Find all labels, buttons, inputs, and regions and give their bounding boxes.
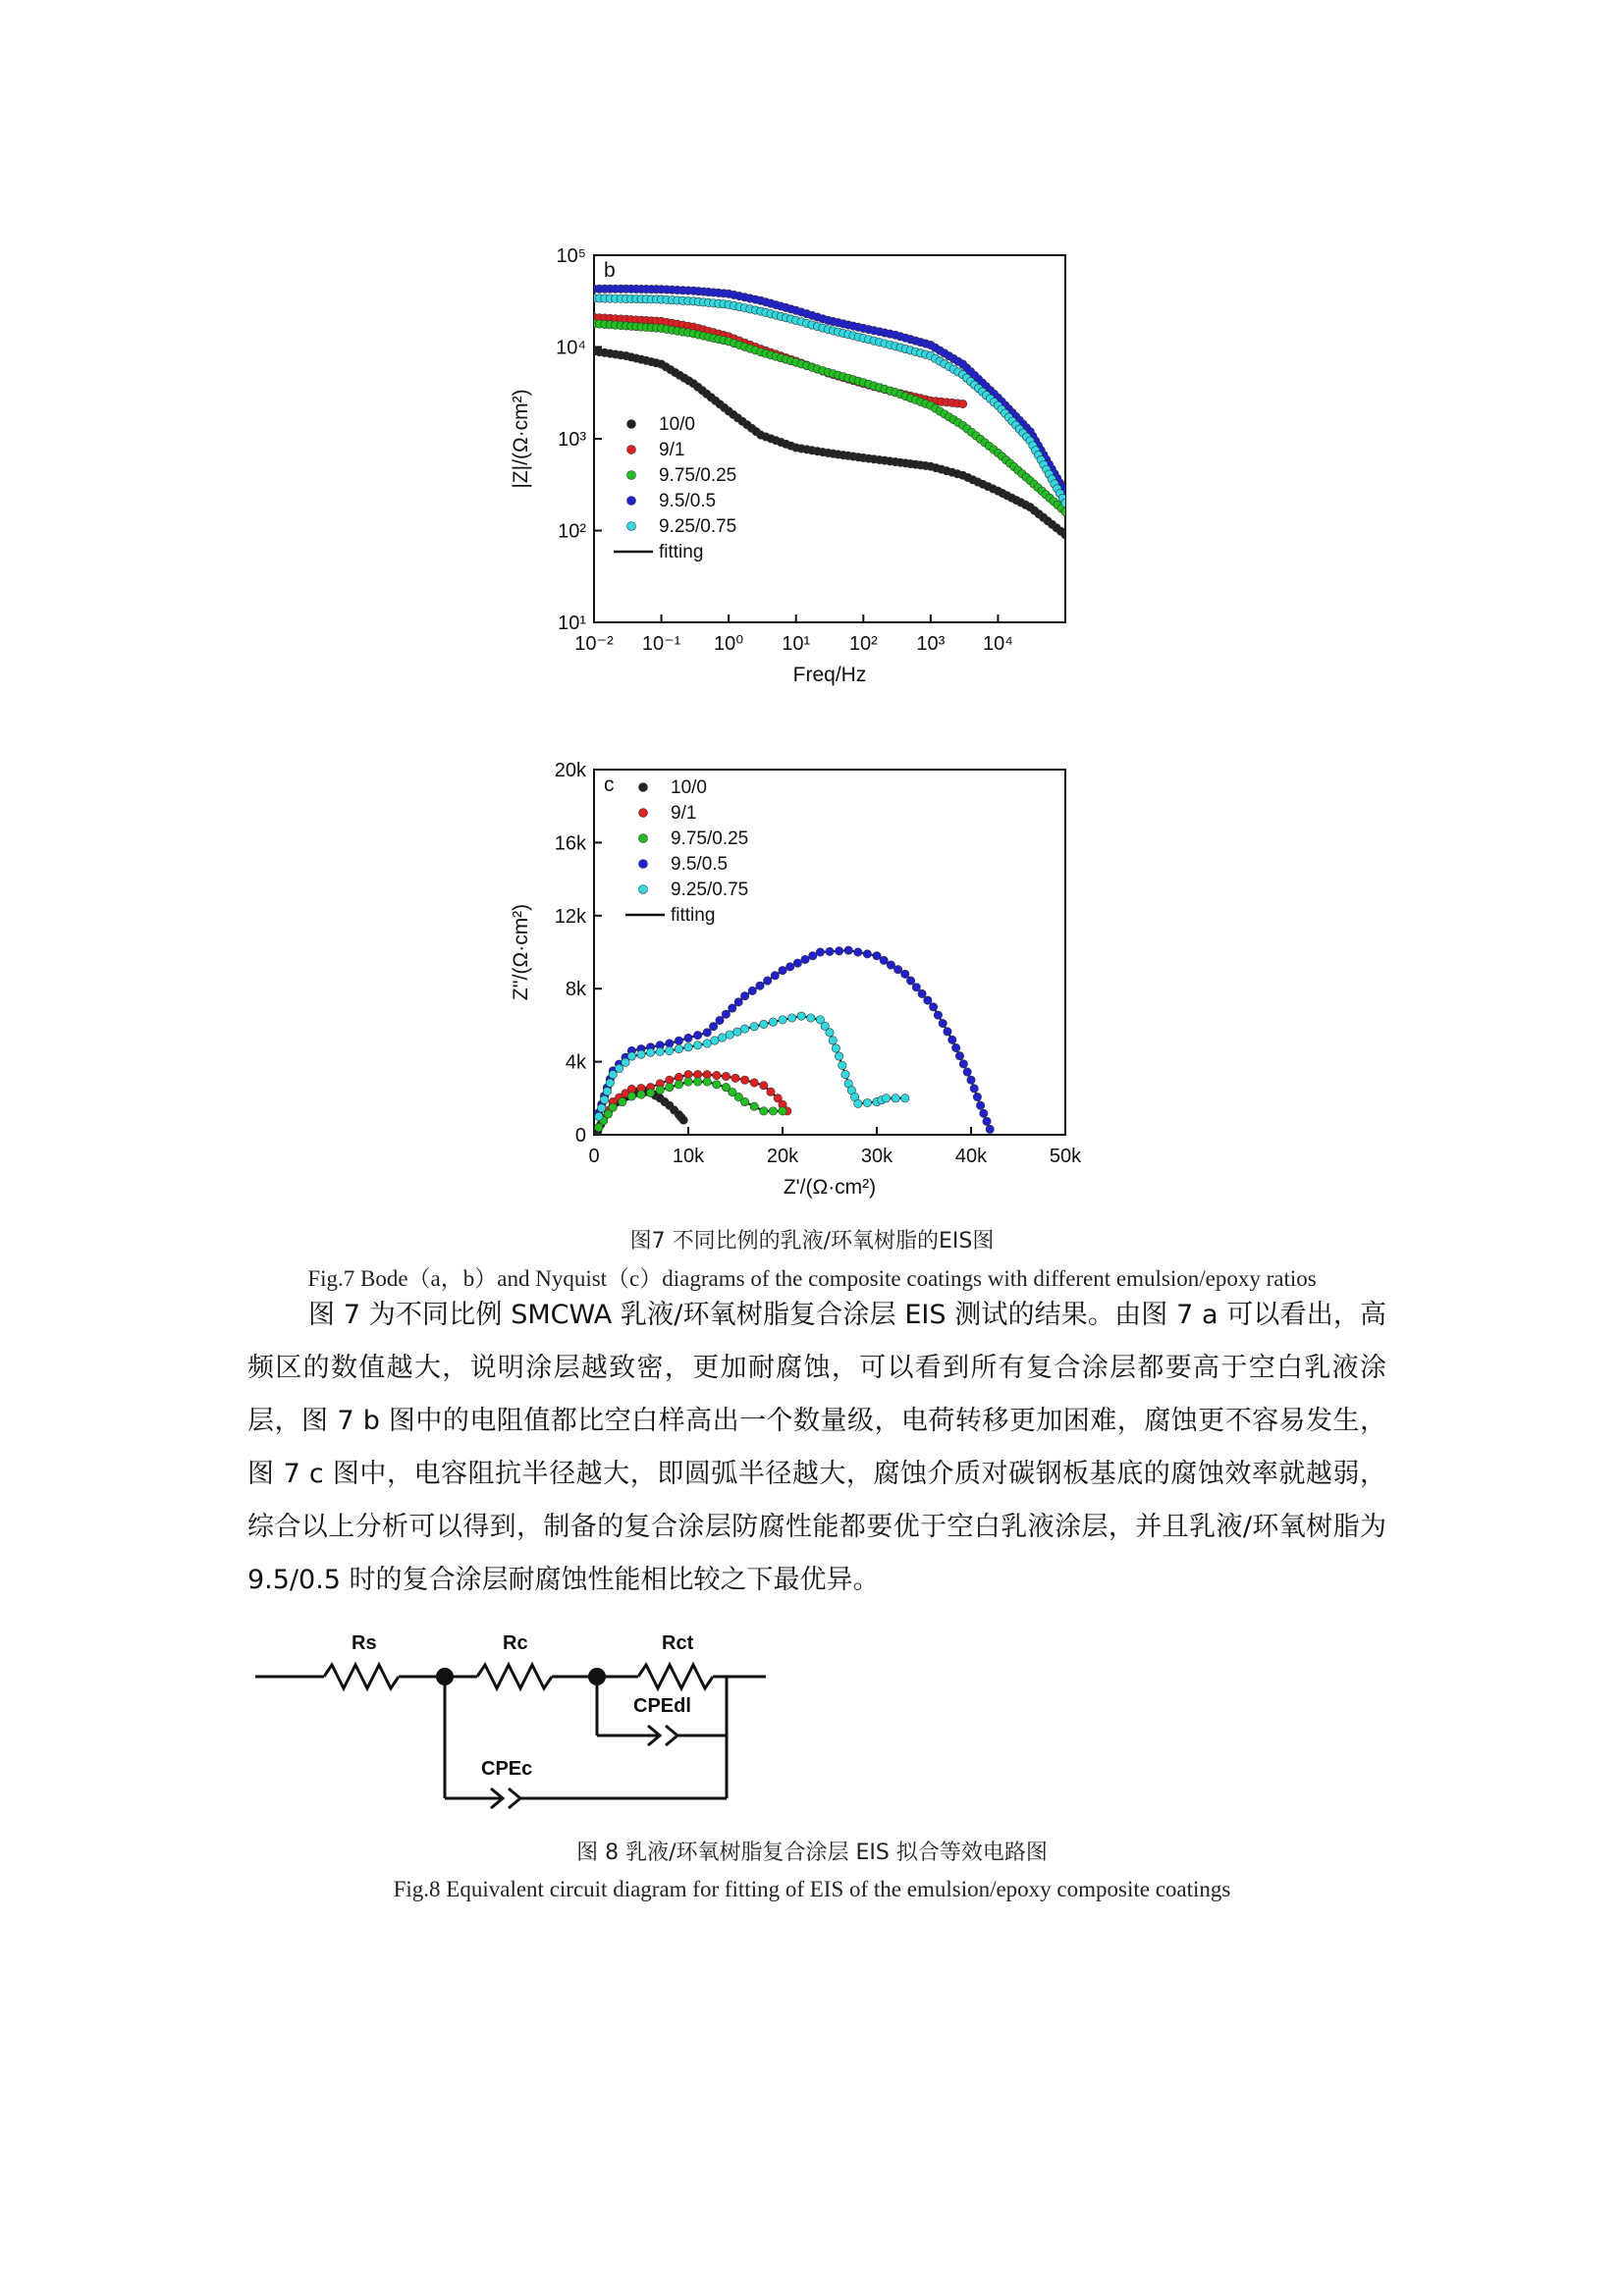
data-point — [980, 1109, 988, 1117]
y-tick-label: 10³ — [558, 429, 586, 451]
series-9.5/0.5 — [595, 946, 995, 1134]
legend-label: 9.25/0.75 — [671, 880, 749, 900]
data-point — [826, 1029, 834, 1037]
data-point — [726, 1031, 733, 1039]
equivalent-circuit-diagram — [245, 1620, 776, 1816]
data-point — [1061, 499, 1069, 507]
x-tick-label: 10k — [672, 1146, 705, 1167]
data-point — [703, 1040, 711, 1047]
y-axis-label: Z''/(Ω·cm²) — [510, 903, 532, 1001]
data-point — [959, 1060, 967, 1068]
y-tick-label: 16k — [554, 832, 586, 855]
data-point — [887, 961, 894, 969]
data-point — [740, 1076, 748, 1084]
node-dot-1 — [436, 1668, 454, 1685]
data-point — [844, 946, 852, 954]
fit-line — [599, 950, 990, 1129]
data-point — [841, 1070, 849, 1078]
data-point — [713, 1081, 721, 1089]
legend-label: 9.75/0.25 — [659, 465, 737, 486]
data-point — [944, 1028, 951, 1036]
data-point — [918, 989, 926, 997]
data-point — [1061, 531, 1069, 539]
y-tick-label: 4k — [565, 1051, 586, 1074]
data-point — [839, 1061, 846, 1069]
data-point — [767, 1088, 775, 1095]
data-point — [679, 1116, 687, 1124]
data-point — [718, 1034, 726, 1041]
data-point — [606, 1079, 614, 1087]
data-point — [675, 1044, 682, 1052]
data-point — [955, 1051, 963, 1059]
data-point — [637, 1050, 645, 1058]
data-point — [693, 1078, 701, 1086]
legend-marker — [627, 446, 636, 454]
data-point — [785, 963, 793, 971]
data-point — [826, 947, 834, 955]
figure8-caption-cn: 图 8 乳液/环氧树脂复合涂层 EIS 拟合等效电路图 — [576, 1841, 1048, 1865]
data-point — [609, 1103, 617, 1111]
data-point — [963, 1068, 971, 1076]
data-point — [958, 400, 966, 407]
data-point — [693, 1031, 701, 1039]
data-point — [666, 1046, 674, 1054]
data-point — [816, 948, 824, 956]
data-point — [797, 1012, 805, 1020]
data-point — [711, 1037, 719, 1044]
legend-label: 9.5/0.5 — [659, 491, 717, 511]
legend-label: 10/0 — [659, 414, 695, 435]
data-point — [939, 1019, 947, 1027]
data-point — [740, 1097, 748, 1105]
data-point — [924, 996, 932, 1004]
data-point — [793, 959, 801, 967]
x-tick-label: 20k — [766, 1146, 799, 1167]
data-point — [595, 1112, 603, 1120]
data-point — [769, 1018, 777, 1026]
y-axis-label: |Z|/(Ω·cm²) — [510, 389, 532, 489]
body-paragraph — [247, 1289, 1386, 1607]
data-point — [731, 1074, 739, 1082]
data-point — [948, 1036, 956, 1043]
x-tick-label: 40k — [954, 1146, 988, 1167]
x-tick-label: 0 — [588, 1146, 600, 1167]
data-point — [656, 1086, 664, 1094]
data-point — [619, 1097, 626, 1105]
data-point — [703, 1029, 711, 1037]
data-point — [722, 1010, 730, 1018]
data-point — [906, 977, 914, 985]
data-point — [666, 1076, 674, 1084]
data-point — [693, 1041, 701, 1049]
data-point — [646, 1089, 654, 1096]
data-point — [779, 1016, 786, 1024]
data-point — [901, 970, 909, 978]
data-point — [779, 1107, 786, 1115]
y-tick-label: 20k — [554, 760, 586, 781]
data-point — [597, 1104, 605, 1112]
data-point — [967, 1076, 975, 1084]
x-tick-label: 10³ — [916, 633, 946, 655]
data-point — [703, 1070, 711, 1078]
data-point — [934, 1011, 942, 1019]
data-point — [801, 955, 809, 963]
legend-label: 9/1 — [671, 803, 697, 824]
data-point — [740, 1025, 748, 1033]
data-point — [615, 1064, 623, 1072]
data-point — [901, 1095, 909, 1102]
data-point — [882, 1095, 890, 1102]
data-point — [750, 1079, 758, 1087]
data-point — [973, 1093, 981, 1100]
data-point — [769, 1107, 777, 1115]
data-point — [748, 987, 756, 994]
data-point — [740, 991, 748, 999]
data-point — [713, 1071, 721, 1079]
data-point — [929, 1003, 937, 1011]
x-tick-label: 50k — [1049, 1146, 1082, 1167]
data-point — [951, 1043, 959, 1051]
legend-marker — [627, 522, 636, 531]
data-point — [734, 998, 742, 1006]
nyquist-chart — [486, 748, 1095, 1209]
series-9.75/0.25 — [595, 1078, 787, 1132]
y-tick-label: 10⁴ — [556, 337, 586, 359]
data-point — [684, 1034, 692, 1041]
data-point — [1061, 507, 1069, 515]
legend-label: 9.75/0.25 — [671, 828, 749, 849]
data-point — [722, 1072, 730, 1080]
data-point — [684, 1043, 692, 1051]
legend-marker — [627, 497, 636, 506]
legend-marker — [627, 471, 636, 480]
data-point — [832, 1044, 839, 1052]
data-point — [656, 1047, 664, 1055]
x-tick-label: 10¹ — [782, 633, 811, 655]
data-point — [760, 1082, 768, 1090]
x-tick-label: 10⁻¹ — [641, 633, 681, 655]
data-point — [970, 1085, 978, 1093]
data-point — [760, 1020, 768, 1028]
data-point — [880, 956, 888, 964]
paragraph-text: 图 7 为不同比例 SMCWA 乳液/环氧树脂复合涂层 EIS 测试的结果。由图 7 a 可以看出，高频区的数值越大，说明涂层越致密，更加耐腐蚀，可以看到所有复合涂层都要高于空白乳液涂层，图 7 b 图中的电阻值都比空白样高出一个数量级，电荷转移更加困难，腐蚀更不容易发生，图 7 c 图中，电容阻抗半径越大，即圆弧半径越大，腐蚀介质对碳钢板基底的腐蚀效率就越弱，综合以上分析可以得到，制备的复合涂层防腐性能都要优于空白乳液涂层，并且乳液/环氧树脂为 9.5/0.5 时的复合涂层耐腐蚀性能相比较之下最优异。 — [247, 1300, 1386, 1595]
legend-label: 9.5/0.5 — [671, 854, 729, 875]
data-point — [684, 1078, 692, 1086]
data-point — [684, 1070, 692, 1078]
data-point — [750, 1102, 758, 1110]
y-tick-label: 10⁵ — [556, 245, 586, 267]
legend-marker — [639, 885, 648, 894]
data-point — [771, 972, 779, 980]
x-tick-label: 30k — [860, 1146, 893, 1167]
data-point — [829, 1037, 837, 1044]
data-point — [693, 1070, 701, 1078]
data-point — [729, 1004, 736, 1012]
legend-label: 9/1 — [659, 440, 685, 460]
data-point — [863, 1098, 871, 1106]
y-tick-label: 0 — [574, 1125, 586, 1147]
data-point — [627, 1052, 635, 1060]
data-point — [807, 1014, 815, 1022]
data-point — [892, 1095, 899, 1102]
legend-marker — [639, 834, 648, 843]
data-point — [675, 1037, 682, 1044]
data-point — [863, 950, 871, 958]
data-point — [976, 1101, 984, 1109]
data-point — [835, 1052, 842, 1060]
y-tick-label: 10¹ — [558, 613, 586, 634]
legend-marker — [639, 809, 648, 818]
figure7-caption-en: Fig.7 Bode（a，b）and Nyquist（c）diagrams of the composite coatings with different emulsion/epoxy ratios — [307, 1266, 1317, 1291]
panel-letter: b — [604, 259, 616, 282]
data-point — [609, 1070, 617, 1078]
data-point — [627, 1085, 635, 1093]
legend-marker — [639, 783, 648, 792]
x-tick-label: 10⁻² — [574, 633, 614, 655]
data-point — [666, 1040, 674, 1047]
label-rct: Rct — [662, 1632, 694, 1654]
legend-label: 10/0 — [671, 777, 707, 798]
data-point — [983, 1117, 991, 1125]
data-point — [779, 966, 786, 974]
panel-letter: c — [604, 774, 615, 796]
data-point — [646, 1048, 654, 1056]
x-tick-label: 10⁰ — [714, 633, 744, 655]
data-point — [756, 982, 764, 989]
legend-label: fitting — [659, 542, 704, 562]
data-point — [854, 948, 862, 956]
data-point — [986, 1125, 994, 1133]
data-point — [675, 1073, 682, 1081]
x-tick-label: 10² — [848, 633, 878, 655]
cpec-symbol — [491, 1789, 520, 1808]
label-cpedl: CPEdl — [633, 1695, 691, 1717]
plot-frame — [594, 255, 1065, 622]
label-rs: Rs — [352, 1632, 377, 1654]
x-tick-label: 10⁴ — [983, 633, 1013, 655]
y-tick-label: 8k — [565, 979, 586, 1001]
data-point — [703, 1078, 711, 1086]
data-point — [716, 1016, 724, 1024]
data-point — [600, 1095, 608, 1103]
data-point — [750, 1023, 758, 1031]
legend-marker — [627, 420, 636, 429]
data-point — [622, 1058, 629, 1066]
data-point — [787, 1014, 795, 1022]
label-rc: Rc — [503, 1632, 528, 1654]
node-dot-2 — [588, 1668, 606, 1685]
data-point — [854, 1099, 862, 1107]
data-point — [760, 1107, 768, 1115]
data-point — [733, 1028, 741, 1036]
data-point — [675, 1081, 682, 1089]
cpedl-symbol — [648, 1726, 677, 1745]
x-axis-label: Freq/Hz — [792, 664, 867, 686]
figure8-caption-en: Fig.8 Equivalent circuit diagram for fitting of EIS of the emulsion/epoxy composite coatings — [393, 1877, 1231, 1901]
data-point — [809, 952, 817, 960]
x-axis-label: Z'/(Ω·cm²) — [783, 1176, 877, 1199]
y-tick-label: 12k — [554, 905, 586, 928]
data-point — [873, 952, 881, 960]
data-point — [627, 1093, 635, 1100]
legend-label: fitting — [671, 905, 716, 926]
legend-label: 9.25/0.75 — [659, 516, 737, 537]
data-point — [835, 947, 842, 955]
data-point — [709, 1022, 717, 1030]
data-point — [637, 1091, 645, 1098]
data-point — [603, 1088, 611, 1095]
data-point — [666, 1083, 674, 1091]
y-tick-label: 10² — [558, 520, 586, 543]
bode-chart — [486, 234, 1095, 724]
data-point — [893, 965, 901, 973]
data-point — [763, 977, 771, 985]
label-cpec: CPEc — [481, 1758, 533, 1780]
data-point — [912, 984, 920, 991]
legend-marker — [639, 860, 648, 869]
figure7-caption-cn: 图7 不同比例的乳液/环氧树脂的EIS图 — [629, 1229, 995, 1254]
